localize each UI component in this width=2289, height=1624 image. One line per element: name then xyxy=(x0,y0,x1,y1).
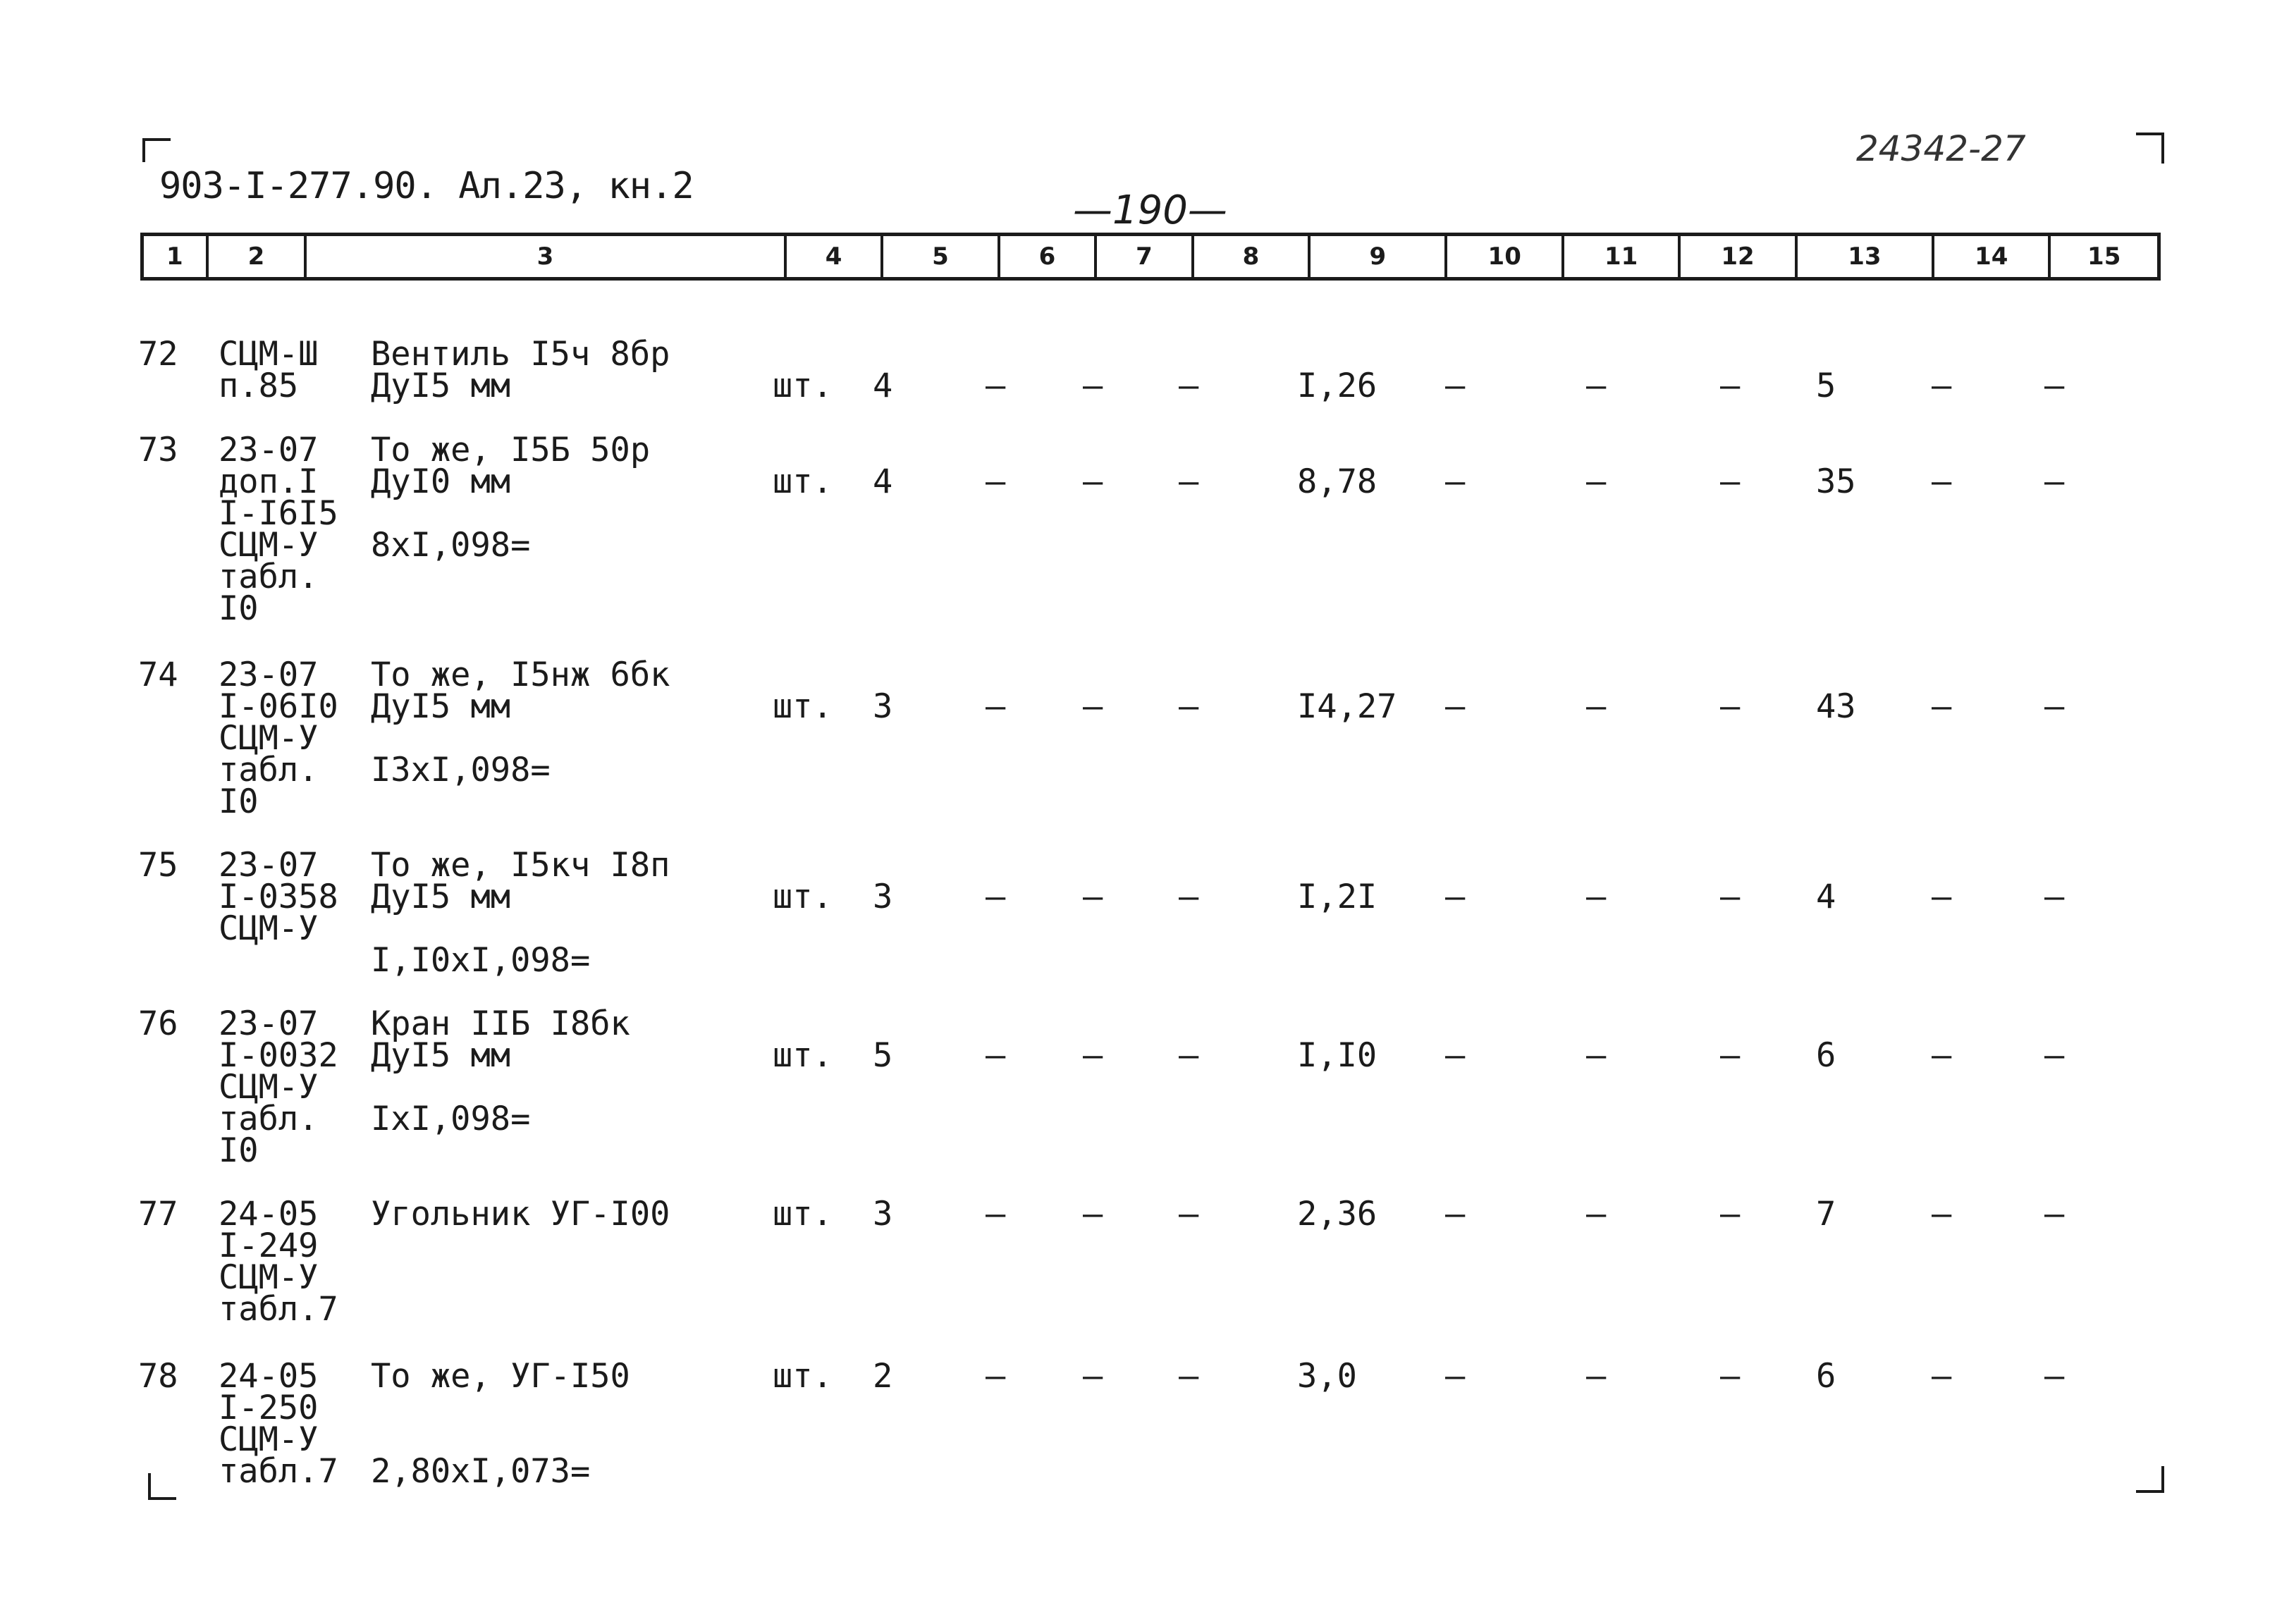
reference-line: 23-07 xyxy=(219,656,319,694)
document-code: 903-I-277.90. Ал.23, кн.2 xyxy=(159,165,694,207)
calculation-line: IхI,098= xyxy=(371,1100,531,1138)
reference-line: СЦМ-У xyxy=(219,526,319,565)
cell-col-c12: – xyxy=(1720,1036,1741,1075)
column-header: 10 xyxy=(1444,236,1561,277)
cell-col-c6: – xyxy=(986,878,1006,916)
calculation-line: I,I0хI,098= xyxy=(371,941,591,980)
cell-col-c9: 2,36 xyxy=(1297,1195,1377,1234)
cell-col-c15: – xyxy=(2044,687,2065,726)
cell-col-c6: – xyxy=(986,367,1006,405)
cell-col-c9: 8,78 xyxy=(1297,462,1377,501)
cell-col-c12: – xyxy=(1720,878,1741,916)
corner-mark-bottom-right xyxy=(2136,1466,2164,1493)
cell-col-c13: 35 xyxy=(1816,462,1856,501)
cell-col-c10: – xyxy=(1445,1036,1466,1075)
description-line: То же, УГ-I50 xyxy=(371,1357,630,1396)
cell-col-c5: 4 xyxy=(873,462,893,501)
column-header: 2 xyxy=(206,236,305,277)
row-number: 74 xyxy=(138,656,178,694)
cell-col-c13: 6 xyxy=(1816,1036,1836,1075)
cell-col-c14: – xyxy=(1932,367,1952,405)
description-line: ДуI5 мм xyxy=(371,367,511,405)
cell-col-unit: шт. xyxy=(773,462,833,501)
cell-col-c6: – xyxy=(986,1195,1006,1234)
cell-col-unit: шт. xyxy=(773,1036,833,1075)
cell-col-c15: – xyxy=(2044,878,2065,916)
cell-col-unit: шт. xyxy=(773,367,833,405)
reference-line: СЦМ-У xyxy=(219,1068,319,1107)
reference-line: 24-05 xyxy=(219,1195,319,1234)
reference-line: I0 xyxy=(219,1131,259,1170)
reference-line: I-250 xyxy=(219,1389,319,1427)
column-header: 9 xyxy=(1308,236,1444,277)
cell-col-c9: I,I0 xyxy=(1297,1036,1377,1075)
cell-col-c8: – xyxy=(1179,462,1199,501)
column-header: 6 xyxy=(998,236,1095,277)
cell-col-c14: – xyxy=(1932,1357,1952,1396)
cell-col-c11: – xyxy=(1586,367,1607,405)
column-header: 8 xyxy=(1191,236,1308,277)
cell-col-c8: – xyxy=(1179,878,1199,916)
reference-line: 23-07 xyxy=(219,431,319,469)
column-header: 5 xyxy=(880,236,997,277)
cell-col-c10: – xyxy=(1445,1357,1466,1396)
cell-col-unit: шт. xyxy=(773,878,833,916)
cell-col-c7: – xyxy=(1083,462,1103,501)
column-header: 12 xyxy=(1678,236,1794,277)
cell-col-c12: – xyxy=(1720,462,1741,501)
reference-line: 23-07 xyxy=(219,1004,319,1043)
reference-line: I0 xyxy=(219,782,259,821)
corner-mark-bottom-left xyxy=(148,1473,176,1500)
row-number: 73 xyxy=(138,431,178,469)
reference-line: 24-05 xyxy=(219,1357,319,1396)
reference-line: табл.7 xyxy=(219,1290,338,1329)
cell-col-c8: – xyxy=(1179,367,1199,405)
description-line: Вентиль I5ч 8бр xyxy=(371,335,670,374)
cell-col-c11: – xyxy=(1586,878,1607,916)
cell-col-c10: – xyxy=(1445,687,1466,726)
reference-line: п.85 xyxy=(219,367,299,405)
reference-line: табл. xyxy=(219,1100,319,1138)
column-header: 14 xyxy=(1932,236,2048,277)
cell-col-c6: – xyxy=(986,1357,1006,1396)
cell-col-c13: 7 xyxy=(1816,1195,1836,1234)
cell-col-c5: 3 xyxy=(873,687,893,726)
reference-line: доп.I xyxy=(219,462,319,501)
column-header: 15 xyxy=(2048,236,2156,277)
description-line: ДуI5 мм xyxy=(371,687,511,726)
cell-col-unit: шт. xyxy=(773,687,833,726)
description-line: То же, I5нж 6бк xyxy=(371,656,670,694)
row-number: 78 xyxy=(138,1357,178,1396)
cell-col-unit: шт. xyxy=(773,1357,833,1396)
corner-mark-top-right xyxy=(2136,133,2164,164)
corner-mark-top-left xyxy=(142,138,171,162)
cell-col-c6: – xyxy=(986,687,1006,726)
column-header: 1 xyxy=(166,242,183,271)
cell-col-c5: 3 xyxy=(873,1195,893,1234)
cell-col-c11: – xyxy=(1586,1357,1607,1396)
description-line: ДуI5 мм xyxy=(371,1036,511,1075)
calculation-line: 2,80хI,073= xyxy=(371,1452,591,1491)
cell-col-c6: – xyxy=(986,1036,1006,1075)
cell-col-c14: – xyxy=(1932,1195,1952,1234)
description-line: ДуI0 мм xyxy=(371,462,511,501)
cell-col-c7: – xyxy=(1083,1357,1103,1396)
column-header: 11 xyxy=(1561,236,1678,277)
cell-col-c10: – xyxy=(1445,1195,1466,1234)
cell-col-c12: – xyxy=(1720,1195,1741,1234)
cell-col-c11: – xyxy=(1586,687,1607,726)
cell-col-c13: 5 xyxy=(1816,367,1836,405)
row-number: 75 xyxy=(138,846,178,885)
cell-col-c13: 43 xyxy=(1816,687,1856,726)
cell-col-c12: – xyxy=(1720,367,1741,405)
cell-col-c15: – xyxy=(2044,1195,2065,1234)
cell-col-c15: – xyxy=(2044,367,2065,405)
reference-line: I-06I0 xyxy=(219,687,338,726)
reference-line: I-I6I5 xyxy=(219,494,338,533)
description-line: Угольник УГ-I00 xyxy=(371,1195,670,1234)
cell-col-c7: – xyxy=(1083,367,1103,405)
cell-col-c12: – xyxy=(1720,687,1741,726)
column-header: 7 xyxy=(1094,236,1191,277)
reference-line: СЦМ-У xyxy=(219,719,319,758)
archive-number: 24342-27 xyxy=(1856,128,2026,169)
cell-col-c14: – xyxy=(1932,878,1952,916)
cell-col-c14: – xyxy=(1932,687,1952,726)
reference-line: 23-07 xyxy=(219,846,319,885)
reference-line: табл. xyxy=(219,558,319,596)
cell-col-c7: – xyxy=(1083,687,1103,726)
row-number: 72 xyxy=(138,335,178,374)
cell-col-c10: – xyxy=(1445,878,1466,916)
page-number: —190— xyxy=(1073,187,1227,233)
reference-line: I-0358 xyxy=(219,878,338,916)
description-line: То же, I5Б 50р xyxy=(371,431,651,469)
cell-col-c5: 3 xyxy=(873,878,893,916)
cell-col-unit: шт. xyxy=(773,1195,833,1234)
column-header: 3 xyxy=(304,236,784,277)
cell-col-c7: – xyxy=(1083,878,1103,916)
cell-col-c13: 4 xyxy=(1816,878,1836,916)
calculation-line: I3хI,098= xyxy=(371,751,551,789)
cell-col-c12: – xyxy=(1720,1357,1741,1396)
column-header: 13 xyxy=(1795,236,1932,277)
reference-line: I0 xyxy=(219,589,259,628)
cell-col-c7: – xyxy=(1083,1036,1103,1075)
reference-line: СЦМ-У xyxy=(219,1420,319,1459)
reference-line: СЦМ-У xyxy=(219,909,319,948)
cell-col-c10: – xyxy=(1445,367,1466,405)
cell-col-c15: – xyxy=(2044,1036,2065,1075)
cell-col-c9: I4,27 xyxy=(1297,687,1397,726)
cell-col-c13: 6 xyxy=(1816,1357,1836,1396)
description-line: То же, I5кч I8п xyxy=(371,846,670,885)
reference-line: СЦМ-Ш xyxy=(219,335,319,374)
column-header: 4 xyxy=(784,236,881,277)
calculation-line: 8хI,098= xyxy=(371,526,531,565)
reference-line: I-0032 xyxy=(219,1036,338,1075)
cell-col-c9: 3,0 xyxy=(1297,1357,1357,1396)
cell-col-c5: 5 xyxy=(873,1036,893,1075)
column-header-row xyxy=(140,233,2161,281)
cell-col-c8: – xyxy=(1179,687,1199,726)
row-number: 77 xyxy=(138,1195,178,1234)
cell-col-c15: – xyxy=(2044,1357,2065,1396)
cell-col-c5: 4 xyxy=(873,367,893,405)
cell-col-c14: – xyxy=(1932,1036,1952,1075)
reference-line: табл.7 xyxy=(219,1452,338,1491)
description-line: Кран IIБ I8бк xyxy=(371,1004,630,1043)
reference-line: I-249 xyxy=(219,1226,319,1265)
cell-col-c6: – xyxy=(986,462,1006,501)
cell-col-c11: – xyxy=(1586,462,1607,501)
reference-line: СЦМ-У xyxy=(219,1258,319,1297)
cell-col-c8: – xyxy=(1179,1195,1199,1234)
cell-col-c5: 2 xyxy=(873,1357,893,1396)
cell-col-c11: – xyxy=(1586,1036,1607,1075)
cell-col-c9: I,26 xyxy=(1297,367,1377,405)
cell-col-c11: – xyxy=(1586,1195,1607,1234)
cell-col-c9: I,2I xyxy=(1297,878,1377,916)
cell-col-c15: – xyxy=(2044,462,2065,501)
cell-col-c7: – xyxy=(1083,1195,1103,1234)
cell-col-c8: – xyxy=(1179,1357,1199,1396)
row-number: 76 xyxy=(138,1004,178,1043)
cell-col-c14: – xyxy=(1932,462,1952,501)
reference-line: табл. xyxy=(219,751,319,789)
cell-col-c10: – xyxy=(1445,462,1466,501)
description-line: ДуI5 мм xyxy=(371,878,511,916)
cell-col-c8: – xyxy=(1179,1036,1199,1075)
